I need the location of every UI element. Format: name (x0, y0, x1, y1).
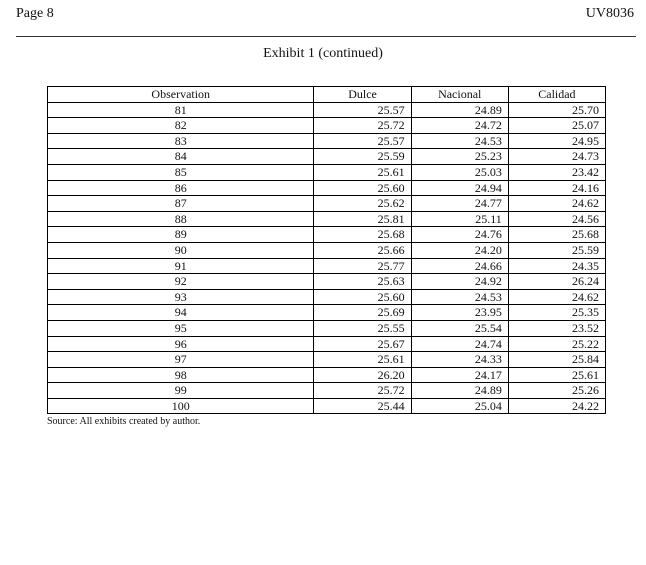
cell-nacional: 24.66 (411, 258, 508, 274)
data-table (47, 86, 606, 414)
cell-calidad: 25.22 (508, 336, 605, 352)
cell-calidad: 25.26 (508, 383, 605, 399)
table-row (48, 383, 606, 399)
table-row (48, 164, 606, 180)
cell-nacional: 24.17 (411, 367, 508, 383)
cell-dulce: 25.60 (314, 289, 411, 305)
cell-nacional: 24.72 (411, 118, 508, 134)
cell-calidad: 24.22 (508, 398, 605, 414)
cell-observation: 85 (48, 164, 314, 180)
header-rule (16, 36, 636, 37)
column-header-nacional: Nacional (411, 87, 508, 103)
cell-observation: 99 (48, 383, 314, 399)
table-row (48, 352, 606, 368)
cell-dulce: 25.69 (314, 305, 411, 321)
cell-observation: 100 (48, 398, 314, 414)
cell-nacional: 24.77 (411, 196, 508, 212)
cell-dulce: 25.62 (314, 196, 411, 212)
table-row (48, 274, 606, 290)
cell-observation: 97 (48, 352, 314, 368)
cell-calidad: 25.07 (508, 118, 605, 134)
cell-dulce: 25.61 (314, 352, 411, 368)
cell-dulce: 25.63 (314, 274, 411, 290)
cell-nacional: 23.95 (411, 305, 508, 321)
table-row (48, 367, 606, 383)
cell-dulce: 25.72 (314, 118, 411, 134)
cell-nacional: 24.94 (411, 180, 508, 196)
cell-dulce: 25.72 (314, 383, 411, 399)
cell-observation: 96 (48, 336, 314, 352)
cell-observation: 89 (48, 227, 314, 243)
column-header-observation: Observation (48, 87, 314, 103)
cell-observation: 84 (48, 149, 314, 165)
table-row (48, 133, 606, 149)
cell-dulce: 25.44 (314, 398, 411, 414)
cell-calidad: 24.56 (508, 211, 605, 227)
table-row (48, 336, 606, 352)
cell-dulce: 25.66 (314, 242, 411, 258)
table-row (48, 118, 606, 134)
table-row (48, 227, 606, 243)
cell-calidad: 24.95 (508, 133, 605, 149)
cell-observation: 91 (48, 258, 314, 274)
cell-observation: 82 (48, 118, 314, 134)
cell-nacional: 24.89 (411, 383, 508, 399)
source-note: Source: All exhibits created by author. (47, 416, 201, 427)
cell-observation: 94 (48, 305, 314, 321)
cell-observation: 86 (48, 180, 314, 196)
cell-dulce: 25.59 (314, 149, 411, 165)
cell-nacional: 25.03 (411, 164, 508, 180)
cell-nacional: 24.53 (411, 289, 508, 305)
cell-nacional: 25.04 (411, 398, 508, 414)
cell-nacional: 25.23 (411, 149, 508, 165)
cell-dulce: 25.60 (314, 180, 411, 196)
cell-observation: 93 (48, 289, 314, 305)
cell-dulce: 25.61 (314, 164, 411, 180)
cell-calidad: 25.68 (508, 227, 605, 243)
page-number: Page 8 (16, 6, 54, 21)
cell-nacional: 25.11 (411, 211, 508, 227)
cell-calidad: 25.61 (508, 367, 605, 383)
column-header-dulce: Dulce (314, 87, 411, 103)
cell-calidad: 23.42 (508, 164, 605, 180)
table-row (48, 242, 606, 258)
table-row (48, 149, 606, 165)
cell-nacional: 24.53 (411, 133, 508, 149)
document-code: UV8036 (585, 6, 634, 21)
cell-calidad: 24.35 (508, 258, 605, 274)
cell-dulce: 25.55 (314, 320, 411, 336)
cell-calidad: 24.16 (508, 180, 605, 196)
table-row (48, 180, 606, 196)
cell-observation: 92 (48, 274, 314, 290)
table-row (48, 196, 606, 212)
table-row (48, 102, 606, 118)
table-row (48, 305, 606, 321)
cell-nacional: 24.33 (411, 352, 508, 368)
cell-observation: 98 (48, 367, 314, 383)
cell-observation: 87 (48, 196, 314, 212)
cell-dulce: 25.81 (314, 211, 411, 227)
cell-dulce: 25.67 (314, 336, 411, 352)
cell-calidad: 26.24 (508, 274, 605, 290)
cell-nacional: 24.76 (411, 227, 508, 243)
cell-calidad: 23.52 (508, 320, 605, 336)
cell-calidad: 25.35 (508, 305, 605, 321)
cell-observation: 88 (48, 211, 314, 227)
table-row (48, 211, 606, 227)
cell-dulce: 25.68 (314, 227, 411, 243)
cell-observation: 81 (48, 102, 314, 118)
cell-calidad: 25.70 (508, 102, 605, 118)
cell-dulce: 25.77 (314, 258, 411, 274)
table-row (48, 320, 606, 336)
cell-calidad: 25.84 (508, 352, 605, 368)
table-row (48, 289, 606, 305)
table-row (48, 398, 606, 414)
cell-observation: 95 (48, 320, 314, 336)
cell-dulce: 26.20 (314, 367, 411, 383)
cell-nacional: 24.74 (411, 336, 508, 352)
cell-dulce: 25.57 (314, 133, 411, 149)
table-row (48, 258, 606, 274)
cell-nacional: 25.54 (411, 320, 508, 336)
table-header-row (48, 87, 606, 103)
cell-nacional: 24.89 (411, 102, 508, 118)
cell-calidad: 24.62 (508, 196, 605, 212)
exhibit-title: Exhibit 1 (continued) (263, 46, 383, 61)
column-header-calidad: Calidad (508, 87, 605, 103)
cell-calidad: 25.59 (508, 242, 605, 258)
cell-calidad: 24.73 (508, 149, 605, 165)
cell-dulce: 25.57 (314, 102, 411, 118)
table-body (48, 102, 606, 414)
cell-nacional: 24.92 (411, 274, 508, 290)
cell-nacional: 24.20 (411, 242, 508, 258)
cell-observation: 83 (48, 133, 314, 149)
cell-observation: 90 (48, 242, 314, 258)
cell-calidad: 24.62 (508, 289, 605, 305)
